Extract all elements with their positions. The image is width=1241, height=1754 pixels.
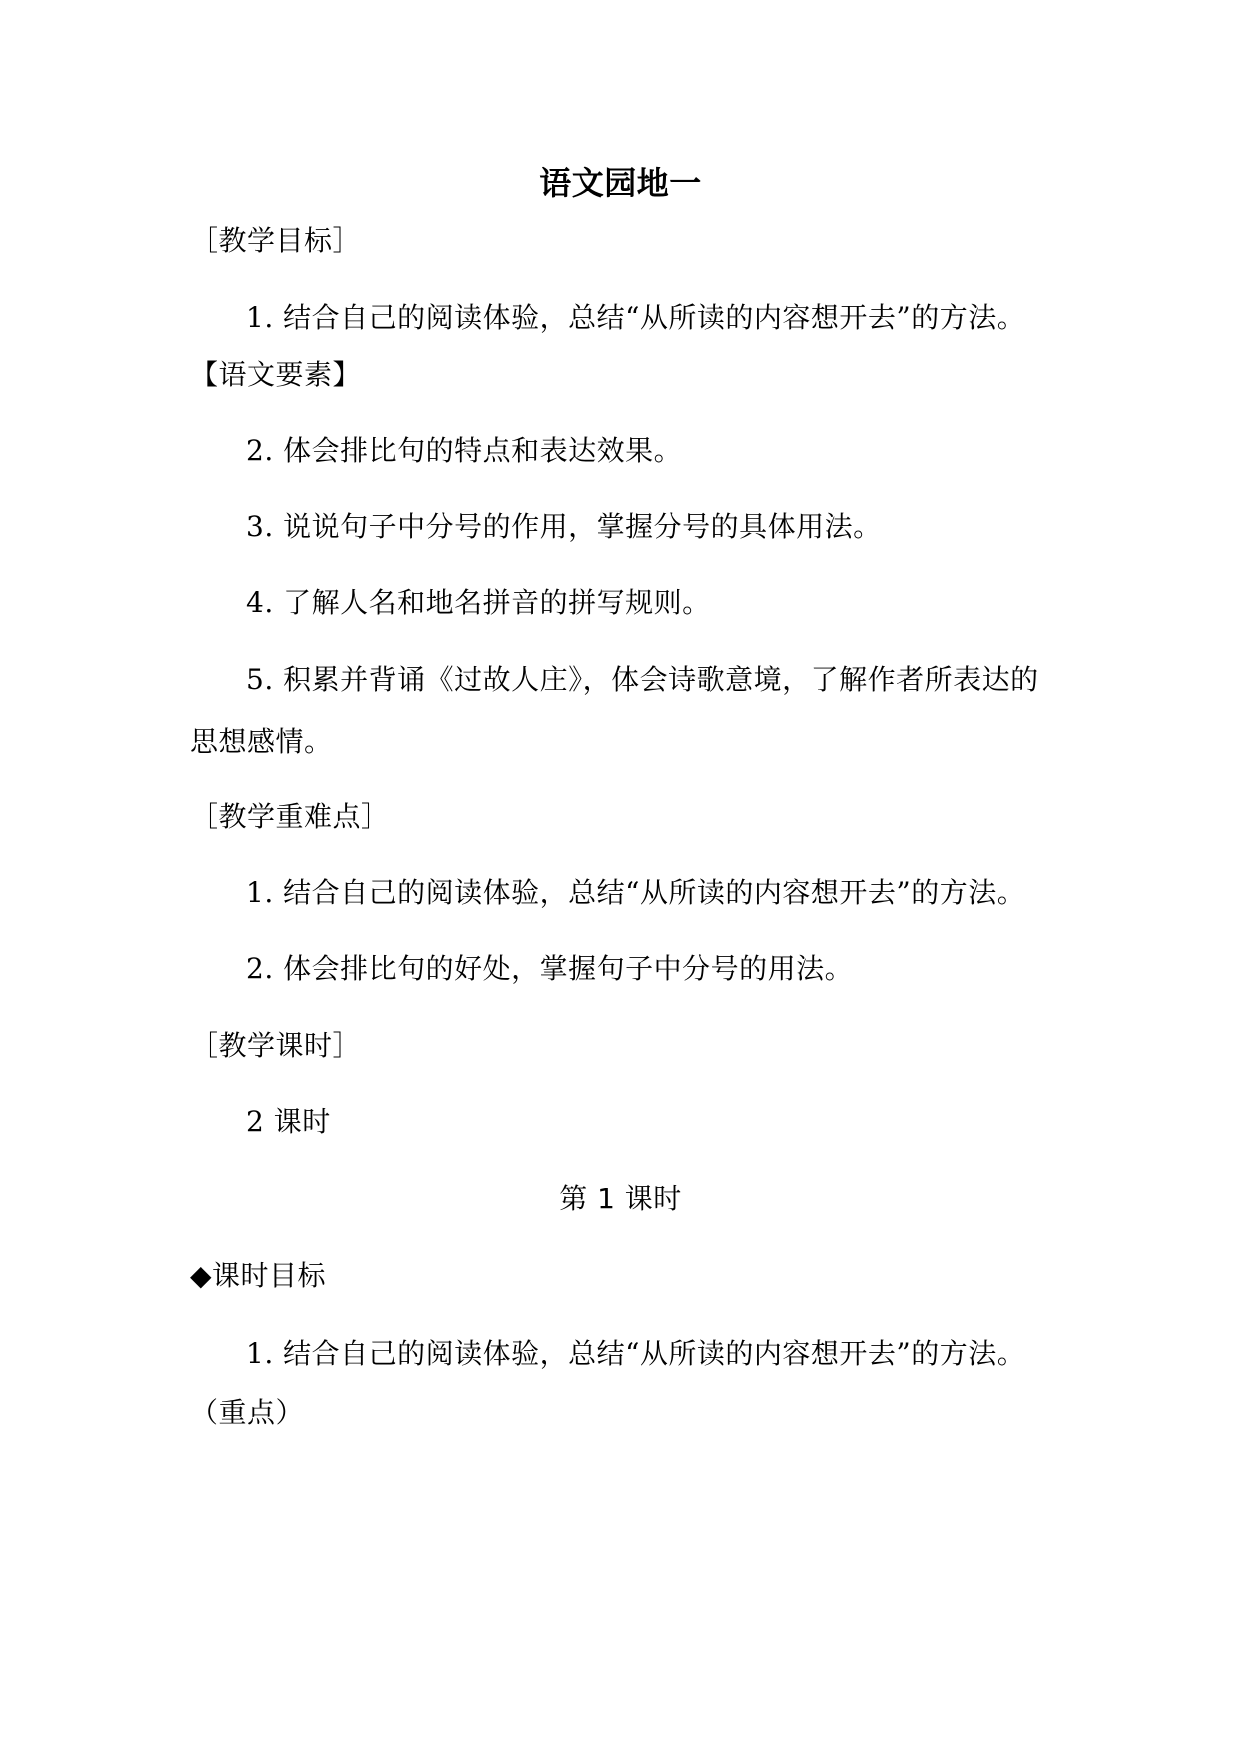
objective-item-2: 2. 体会排比句的特点和表达效果。 bbox=[246, 434, 683, 467]
objective-item-5: 5. 积累并背诵《过故人庄》，体会诗歌意境，了解作者所表达的 bbox=[246, 663, 1039, 696]
objective-item-3: 3. 说说句子中分号的作用，掌握分号的具体用法。 bbox=[246, 510, 882, 543]
lesson-objective-item-1-note: （重点） bbox=[190, 1396, 305, 1429]
section-heading-hours: ［教学课时］ bbox=[190, 1029, 362, 1062]
document-title: 语文园地一 bbox=[539, 164, 702, 202]
objective-item-4: 4. 了解人名和地名拼音的拼写规则。 bbox=[246, 586, 711, 619]
keypoint-item-2: 2. 体会排比句的好处，掌握句子中分号的用法。 bbox=[246, 952, 854, 985]
section-heading-keypoints: ［教学重难点］ bbox=[190, 800, 390, 833]
objective-item-1: 1. 结合自己的阅读体验，总结“从所读的内容想开去”的方法。 bbox=[246, 301, 1026, 334]
keypoint-item-1: 1. 结合自己的阅读体验，总结“从所读的内容想开去”的方法。 bbox=[246, 876, 1026, 909]
objective-item-5-continued: 思想感情。 bbox=[190, 725, 333, 758]
objective-subheading-language-elements: 【语文要素】 bbox=[190, 358, 362, 391]
teaching-hours-value: 2 课时 bbox=[246, 1105, 331, 1138]
lesson-objectives-heading: ◆课时目标 bbox=[190, 1259, 327, 1292]
section-heading-objectives: ［教学目标］ bbox=[190, 224, 362, 257]
lesson-title: 第 1 课时 bbox=[559, 1182, 682, 1215]
lesson-objective-item-1: 1. 结合自己的阅读体验，总结“从所读的内容想开去”的方法。 bbox=[246, 1337, 1026, 1370]
